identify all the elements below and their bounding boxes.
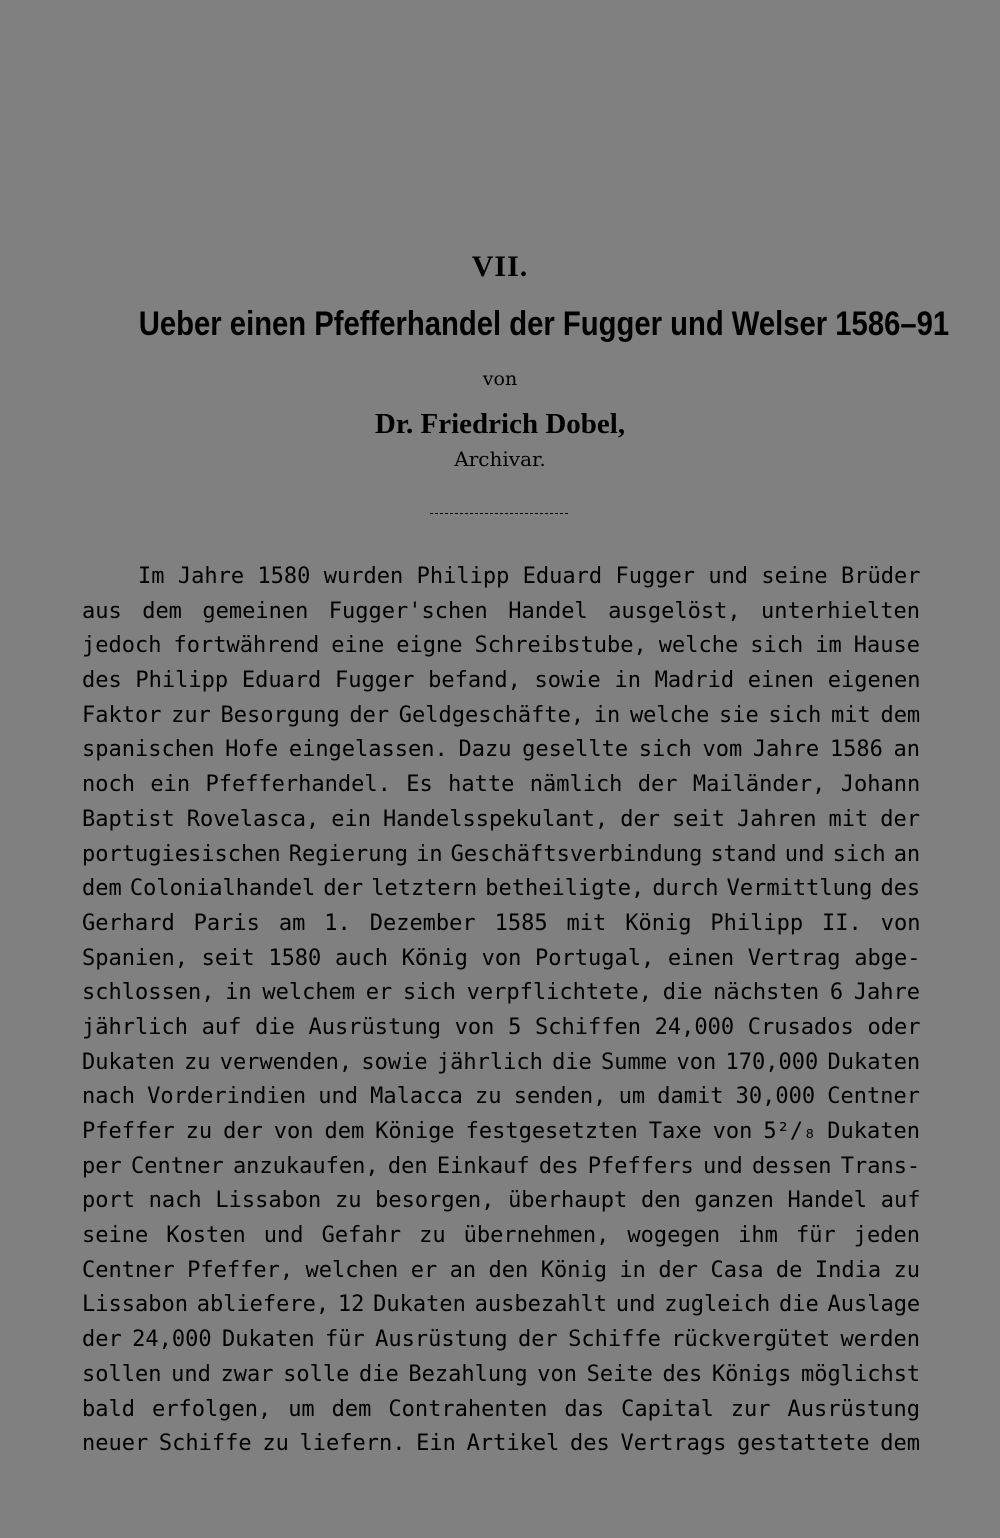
- text-line: spanischen Hofe eingelassen. Dazu gesellte sich vom Jahre 1586 an: [82, 737, 920, 763]
- text-line: der 24,000 Dukaten für Ausrüstung der Schiffe rückvergütet werden: [82, 1327, 920, 1353]
- text-line: jährlich auf die Ausrüstung von 5 Schiffen 24,000 Crusados oder: [82, 1014, 921, 1040]
- text-line: Baptist Rovelasca, ein Handelsspekulant, der seit Jahren mit der: [82, 806, 920, 832]
- body-paragraph: [82, 560, 920, 1462]
- separator-rule: [430, 513, 568, 514]
- chapter-number: VII.: [471, 250, 529, 283]
- text-line: noch ein Pfefferhandel. Es hatte nämlich der Mailänder, Johann: [82, 772, 921, 798]
- text-line: sollen und zwar solle die Bezahlung von Seite des Königs möglichst: [82, 1361, 921, 1387]
- text-line: Dukaten zu verwenden, sowie jährlich die Summe von 170,000 Dukaten: [82, 1049, 921, 1075]
- text-line: aus dem gemeinen Fugger'schen Handel ausgelöst, unterhielten: [82, 598, 920, 624]
- text-line: Lissabon abliefere, 12 Dukaten ausbezahlt und zugleich die Auslage: [82, 1292, 921, 1318]
- text-line: portugiesischen Regierung in Geschäftsverbindung stand und sich an: [82, 841, 921, 867]
- article-title: Ueber einen Pfefferhandel der Fugger und Welser 1586–91: [138, 305, 950, 343]
- author-name: Dr. Friedrich Dobel,: [374, 408, 626, 440]
- text-line: neuer Schiffe zu liefern. Ein Artikel des Vertrags gestattete dem: [82, 1431, 920, 1457]
- text-line: port nach Lissabon zu besorgen, überhaupt den ganzen Handel auf: [82, 1188, 921, 1214]
- byline-von: von: [482, 368, 518, 390]
- text-line: Faktor zur Besorgung der Geldgeschäfte, in welche sie sich mit dem: [82, 702, 921, 728]
- text-line: bald erfolgen, um dem Contrahenten das Capital zur Ausrüstung: [82, 1396, 920, 1422]
- text-line: seine Kosten und Gefahr zu übernehmen, wogegen ihm für jeden: [82, 1223, 920, 1249]
- author-role: Archivar.: [454, 447, 546, 471]
- text-line: per Centner anzukaufen, den Einkauf des Pfeffers und dessen Trans-: [82, 1153, 921, 1179]
- text-line: dem Colonialhandel der letztern betheiligte, durch Vermittlung des: [82, 876, 921, 902]
- text-line: Im Jahre 1580 wurden Philipp Eduard Fugger und seine Brüder: [138, 564, 921, 589]
- text-line: des Philipp Eduard Fugger befand, sowie in Madrid einen eigenen: [82, 668, 921, 694]
- text-line: Pfeffer zu der von dem Könige festgesetzten Taxe von 5²/₈ Dukaten: [82, 1119, 920, 1144]
- text-line: nach Vorderindien und Malacca zu senden, um damit 30,000 Centner: [82, 1084, 920, 1110]
- text-line: Centner Pfeffer, welchen er an den König in der Casa de India zu: [82, 1257, 920, 1283]
- text-line: schlossen, in welchem er sich verpflichtete, die nächsten 6 Jahre: [82, 980, 920, 1006]
- text-line: Spanien, seit 1580 auch König von Portugal, einen Vertrag abge-: [82, 945, 921, 971]
- text-line: Gerhard Paris am 1. Dezember 1585 mit König Philipp II. von: [82, 910, 921, 936]
- text-line: jedoch fortwährend eine eigne Schreibstube, welche sich im Hause: [82, 633, 920, 659]
